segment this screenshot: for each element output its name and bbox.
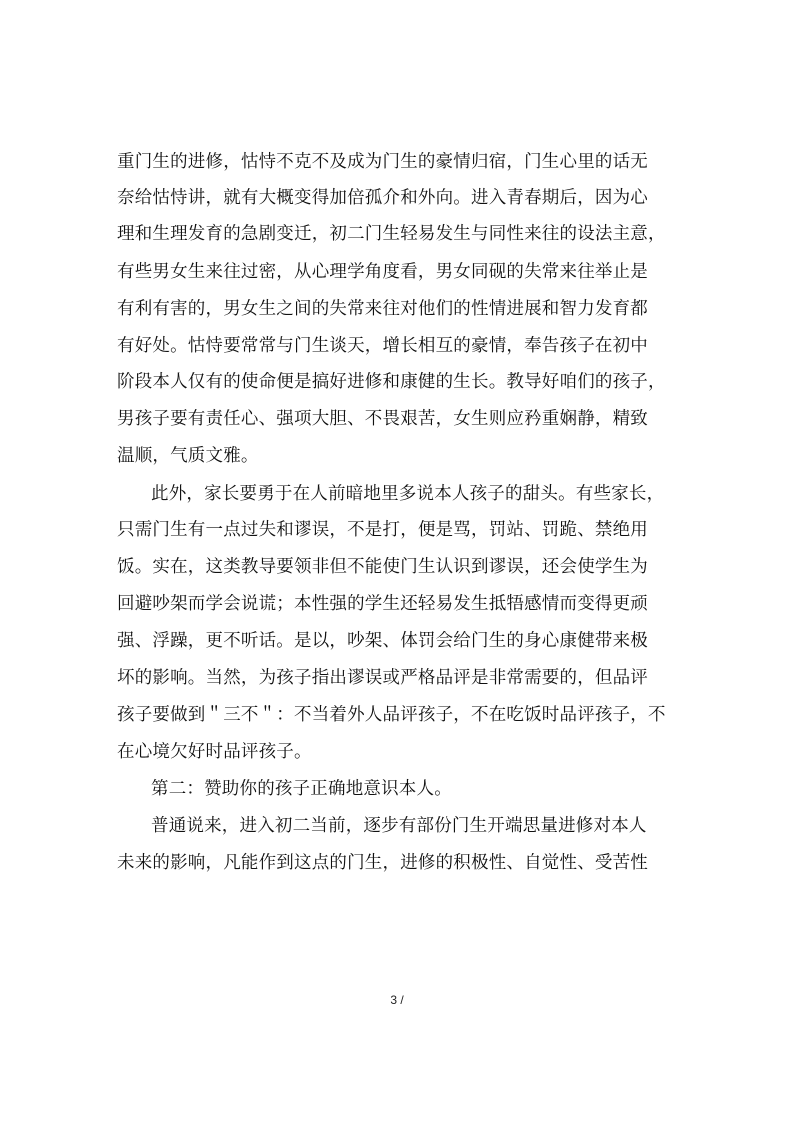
text-line: 男孩子要有责任心、强项大胆、不畏艰苦，女生则应矜重娴静，精致 xyxy=(117,409,648,429)
text-line: 强、浮躁，更不听话。是以，吵架、体罚会给门生的身心康健带来极 xyxy=(117,631,648,651)
section-heading: 第二：赞助你的孩子正确地意识本人。 xyxy=(151,779,452,799)
page-number: 3 / xyxy=(390,993,404,1007)
text-line: 奈给怙恃讲，就有大概变得加倍孤介和外向。进入青春期后，因为心 xyxy=(117,188,648,208)
text-line: 有好处。怙恃要常常与门生谈天，增长相互的豪情，奉告孩子在初中 xyxy=(117,336,648,356)
paragraph-start: 普通说来，进入初二当前，逐步有部份门生开端思量进修对本人 xyxy=(151,816,647,836)
text-line: 有些男女生来往过密，从心理学角度看，男女同砚的失常来往举止是 xyxy=(117,262,648,282)
text-line: 有利有害的，男女生之间的失常来往对他们的性情进展和智力发育都 xyxy=(117,299,648,319)
text-line: 重门生的进修，怙恃不克不及成为门生的豪情归宿，门生心里的话无 xyxy=(117,152,648,172)
text-line: 只需门生有一点过失和谬误，不是打，便是骂，罚站、罚跪、禁绝用 xyxy=(117,520,648,540)
text-line: 回避吵架而学会说谎；本性强的学生还轻易发生抵牾感情而变得更顽 xyxy=(117,594,648,614)
text-line: 理和生理发育的急剧变迁，初二门生轻易发生与同性来往的设法主意， xyxy=(117,224,666,244)
text-line: 饭。实在，这类教导要领非但不能使门生认识到谬误，还会使学生为 xyxy=(117,557,648,577)
text-line: 孩子要做到＂三不＂：不当着外人品评孩子，不在吃饭时品评孩子，不 xyxy=(117,705,666,725)
text-line: 阶段本人仅有的使命便是搞好进修和康健的生长。教导好咱们的孩子， xyxy=(117,372,666,392)
text-line: 在心境欠好时品评孩子。 xyxy=(117,742,312,762)
text-line: 坏的影响。当然，为孩子指出谬误或严格品评是非常需要的，但品评 xyxy=(117,668,648,688)
paragraph-start: 此外，家长要勇于在人前暗地里多说本人孩子的甜头。有些家长， xyxy=(151,484,665,504)
text-line: 温顺，气质文雅。 xyxy=(117,446,259,466)
text-line: 未来的影响，凡能作到这点的门生，进修的积极性、自觉性、受苦性 xyxy=(117,853,648,873)
